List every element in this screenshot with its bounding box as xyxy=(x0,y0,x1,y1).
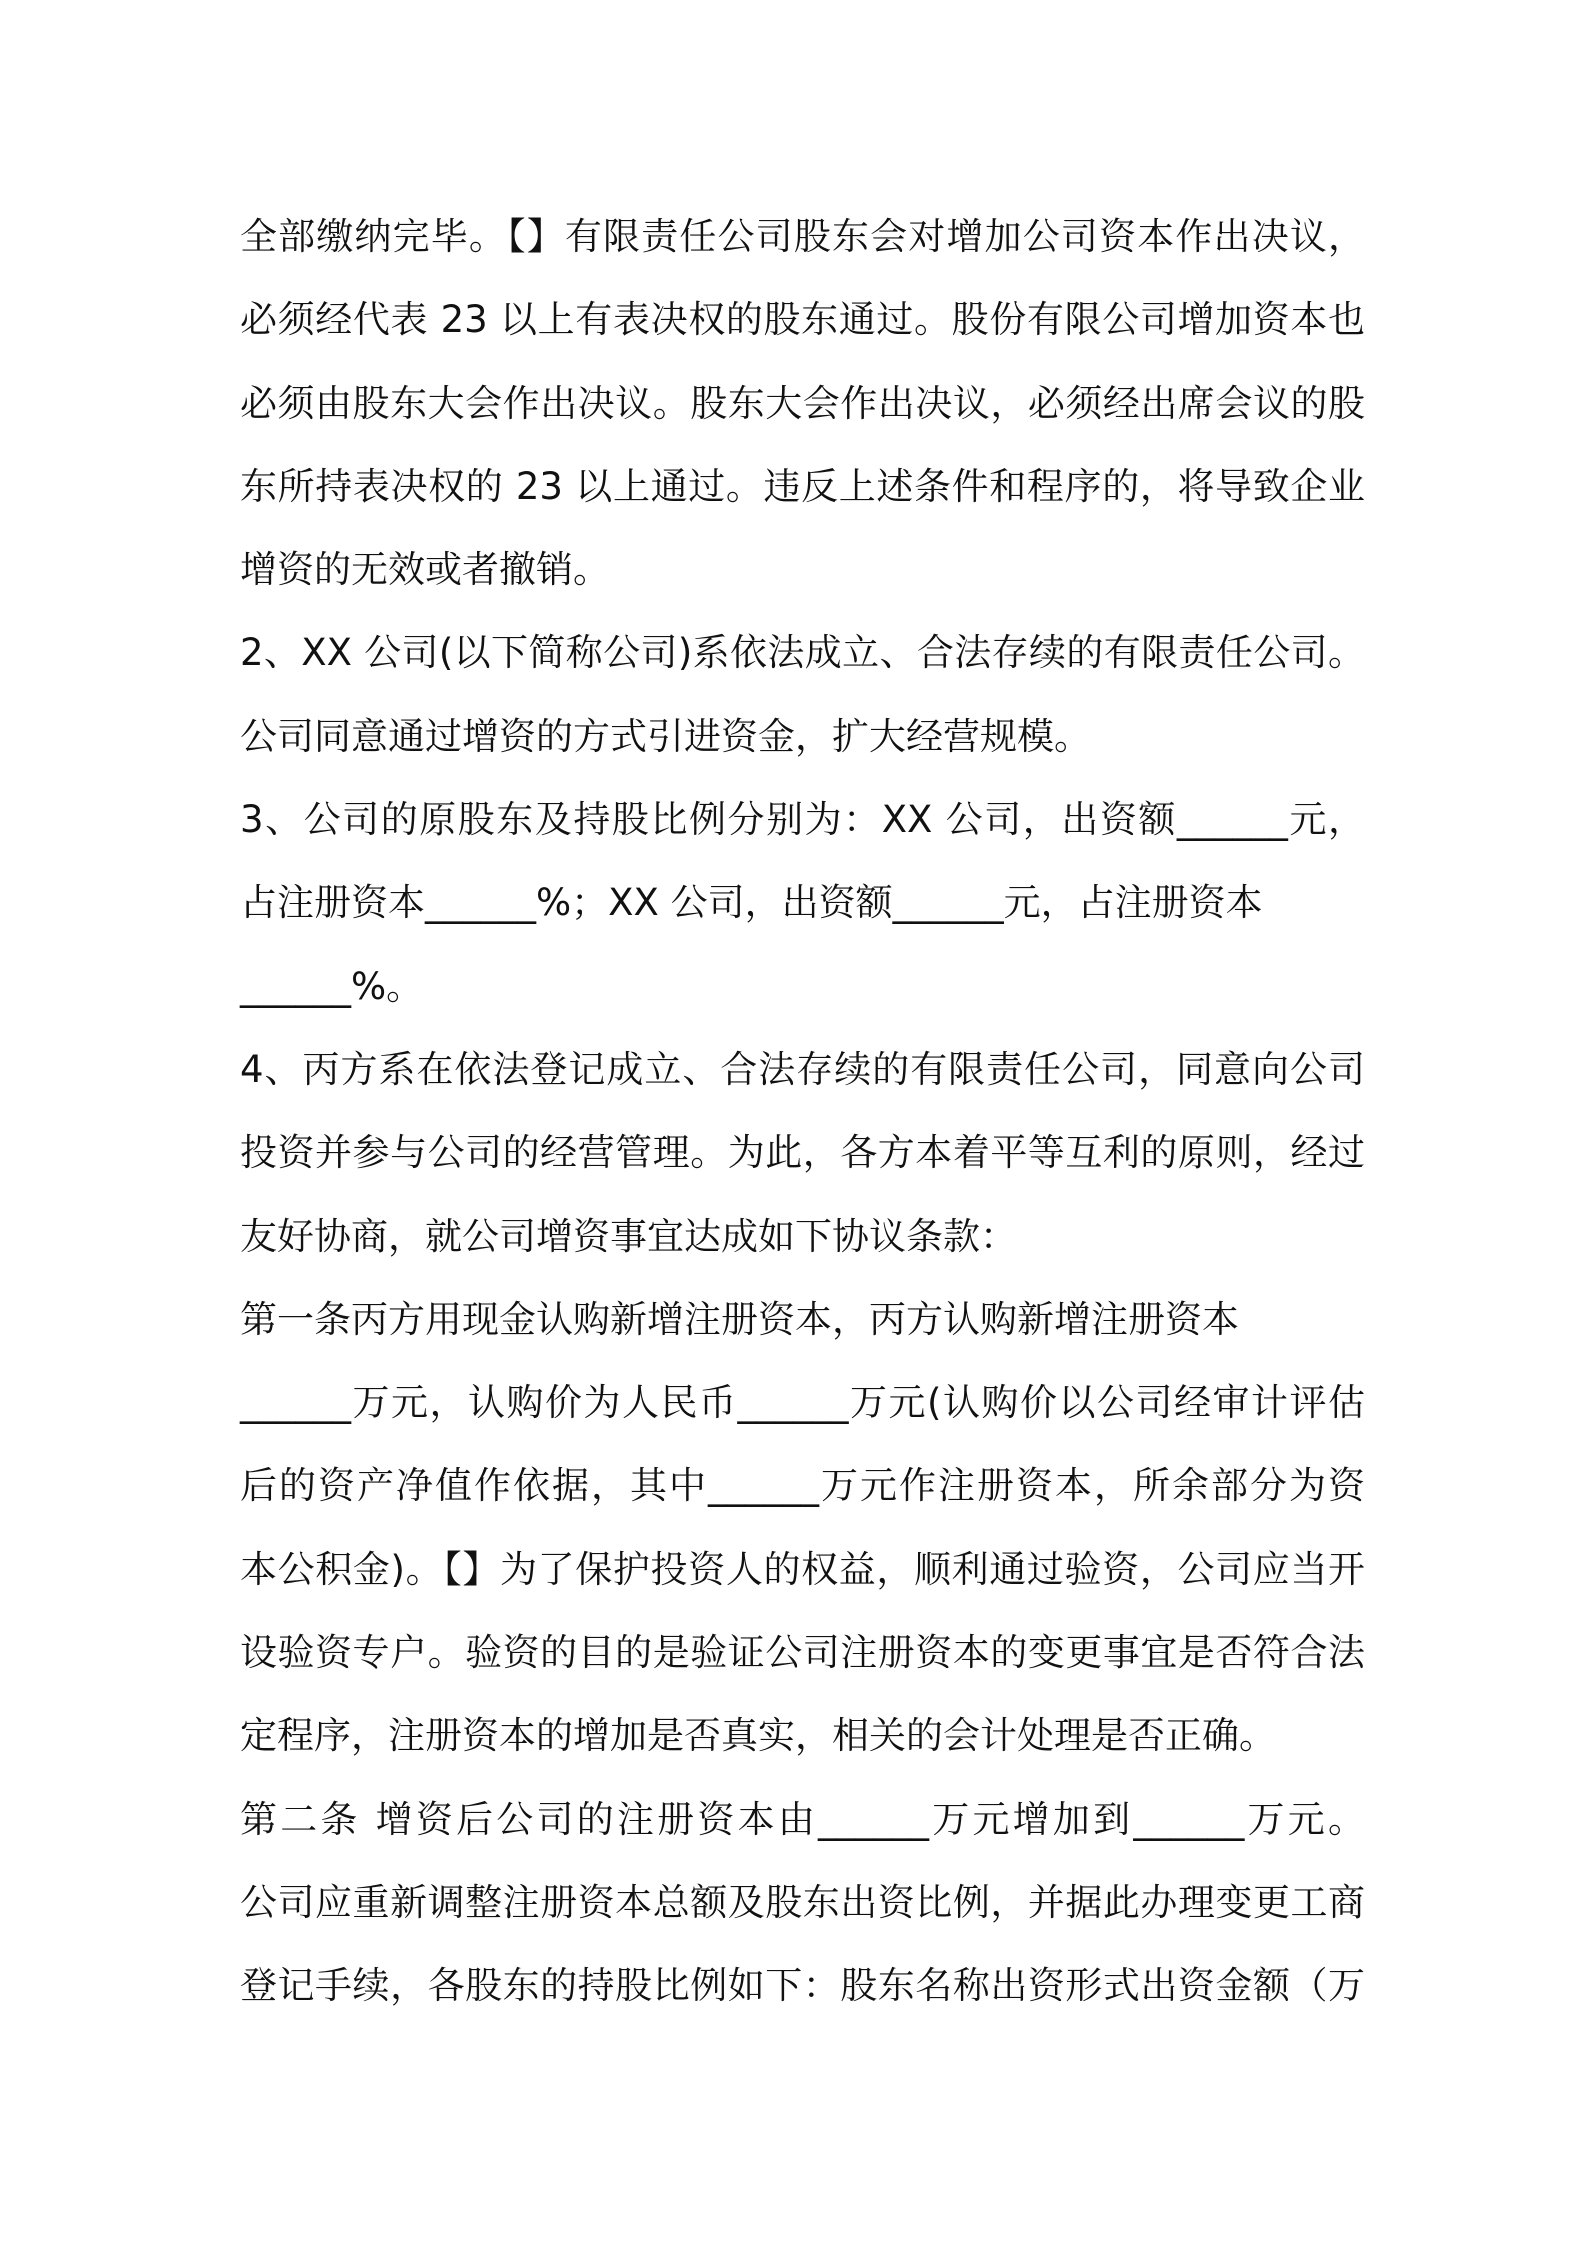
text-line-18: 设验资专户。验资的目的是验证公司注册资本的变更事宜是否符合法 xyxy=(240,1631,1365,1675)
text-line-16: 后的资产净值作依据，其中______万元作注册资本，所余部分为资 xyxy=(240,1464,1365,1508)
text-line-15: ______万元，认购价为人民币______万元(认购价以公司经审计评估 xyxy=(240,1381,1365,1425)
text-line-14: 第一条丙方用现金认购新增注册资本，丙方认购新增注册资本 xyxy=(240,1297,1239,1341)
text-line-11: 4、丙方系在依法登记成立、合法存续的有限责任公司，同意向公司 xyxy=(240,1047,1365,1091)
text-line-21: 公司应重新调整注册资本总额及股东出资比例，并据此办理变更工商 xyxy=(240,1880,1365,1924)
text-line-8: 3、公司的原股东及持股比例分别为：XX 公司，出资额______元， xyxy=(240,798,1365,842)
text-line-4: 东所持表决权的 23 以上通过。违反上述条件和程序的，将导致企业 xyxy=(240,464,1365,508)
document-body xyxy=(240,195,1365,2028)
text-line-7: 公司同意通过增资的方式引进资金，扩大经营规模。 xyxy=(240,714,1091,758)
text-line-5: 增资的无效或者撤销。 xyxy=(240,548,610,592)
text-line-13: 友好协商，就公司增资事宜达成如下协议条款： xyxy=(240,1214,1017,1258)
text-line-19: 定程序，注册资本的增加是否真实，相关的会计处理是否正确。 xyxy=(240,1714,1276,1758)
text-line-6: 2、XX 公司(以下简称公司)系依法成立、合法存续的有限责任公司。 xyxy=(240,631,1365,675)
text-line-17: 本公积金)。【】为了保护投资人的权益，顺利通过验资，公司应当开 xyxy=(240,1547,1365,1591)
text-line-2: 必须经代表 23 以上有表决权的股东通过。股份有限公司增加资本也 xyxy=(240,298,1365,342)
text-line-10: ______%。 xyxy=(240,964,424,1008)
text-line-1: 全部缴纳完毕。【】有限责任公司股东会对增加公司资本作出决议， xyxy=(240,215,1365,258)
text-line-3: 必须由股东大会作出决议。股东大会作出决议，必须经出席会议的股 xyxy=(240,381,1365,425)
text-line-9: 占注册资本______%；XX 公司，出资额______元，占注册资本 xyxy=(240,881,1263,925)
text-line-12: 投资并参与公司的经营管理。为此，各方本着平等互利的原则，经过 xyxy=(240,1131,1365,1175)
text-line-22: 登记手续，各股东的持股比例如下：股东名称出资形式出资金额（万 xyxy=(240,1964,1365,2008)
text-line-20: 第二条 增资后公司的注册资本由______万元增加到______万元。 xyxy=(240,1797,1365,1841)
